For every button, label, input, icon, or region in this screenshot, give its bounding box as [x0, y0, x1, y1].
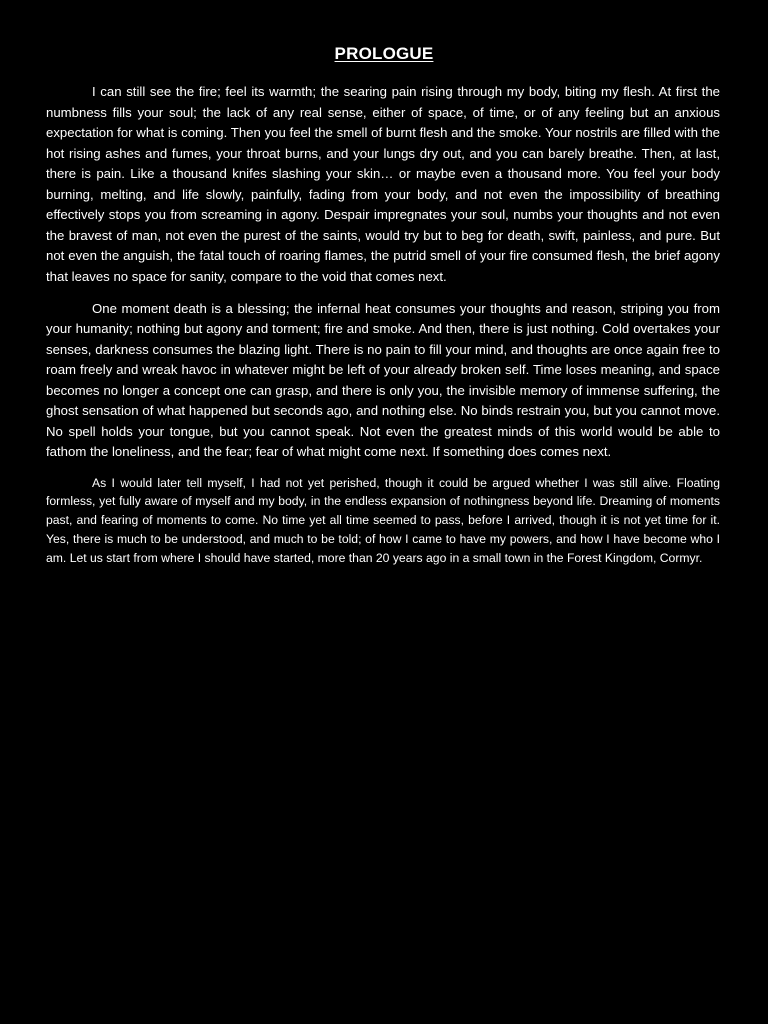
- chapter-body: [46, 82, 720, 567]
- chapter-title: PROLOGUE: [334, 44, 434, 63]
- paragraph-2: One moment death is a blessing; the infernal heat consumes your thoughts and reason, striping you from your humanity; nothing but agony and torment; fire and smoke. And then, there is just nothing. Cold overtakes your senses, darkness consumes the blazing light. There is no pain to fill your mind, and thoughts are once again free to roam freely and wreak havoc in whatever might be left of your already broken self. Time loses meaning, and space becomes no longer a concept one can grasp, and there is only you, the invisible memory of immense suffering, the ghost sensation of what happened but seconds ago, and nothing else. No binds restrain you, but you cannot move. No spell holds your tongue, but you cannot speak. Not even the greatest minds of this world would be able to fathom the loneliness, and the fear; fear of what might come next. If something does comes next.: [46, 300, 720, 459]
- paragraph-3: As I would later tell myself, I had not yet perished, though it could be argued whether I was still alive. Floating formless, yet fully aware of myself and my body, in the endless expansion of nothingness beyond life. Dreaming of moments past, and fearing of moments to come. No time yet all time seemed to pass, before I arrived, though it is not yet time for it. Yes, there is much to be understood, and much to be told; of how I came to have my powers, and how I have become who I am. Let us start from where I should have started, more than 20 years ago in a small town in the Forest Kingdom, Cormyr.: [46, 475, 720, 565]
- paragraph-1: I can still see the fire; feel its warmth; the searing pain rising through my body, biting my flesh. At first the numbness fills your soul; the lack of any real sense, either of space, of time, or of any feeling but an anxious expectation for what is coming. Then you feel the smell of burnt flesh and the smoke. Your nostrils are filled with the hot rising ashes and fumes, your throat burns, and your lungs dry out, and you can barely breathe. Then, at last, there is pain. Like a thousand knifes slashing your skin… or maybe even a thousand more. You feel your body burning, melting, and life slowly, painfully, fading from your body, and not even the impossibility of breathing effectively stops you from screaming in agony. Despair impregnates your soul, numbs your thoughts and not even the bravest of man, not even the purest of the saints, would try but to beg for death, swift, painless, and pure. But not even the anguish, the fatal touch of roaring flames, the putrid smell of your fire consumed flesh, the brief agony that leaves no space for sanity, compare to the void that comes next.: [46, 84, 720, 284]
